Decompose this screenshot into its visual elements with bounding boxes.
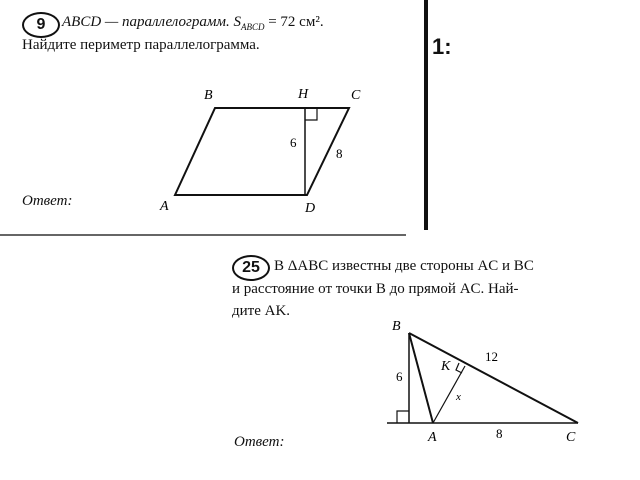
task25-side-bc <box>409 333 578 423</box>
side-number-label: 1: <box>432 34 452 59</box>
task9-side-value: 8 <box>336 146 343 161</box>
task9-height-value: 6 <box>290 135 297 150</box>
task25-vertex-b: B <box>392 319 401 334</box>
task25-statement-line3: дите AK. <box>232 303 291 319</box>
task25-unknown-value: x <box>456 391 461 403</box>
task25-point-k: K <box>441 359 451 374</box>
task9-vertex-d: D <box>305 201 316 216</box>
task25-ac-value: 8 <box>496 426 503 441</box>
task9-answer-label: Ответ: <box>22 193 73 209</box>
task9-statement-main: ABCD — параллелограмм. S <box>62 14 241 30</box>
task9-point-h: H <box>298 87 309 102</box>
task25-statement-line2: и расстояние от точки B до прямой AC. Най- <box>232 281 519 297</box>
task9-vertex-a: A <box>160 199 169 214</box>
task25-vertex-c: C <box>566 430 576 445</box>
task25-height-right-angle-mark <box>397 411 409 423</box>
task9-number-badge: 9 <box>22 12 60 38</box>
task25-bc-value: 12 <box>485 349 498 364</box>
task9-vertex-b: B <box>204 88 213 103</box>
task9-area-subscript: ABCD <box>240 22 265 32</box>
task25-number-badge: 25 <box>232 255 270 281</box>
task25-answer-label: Ответ: <box>234 434 285 450</box>
task9-statement-line2: Найдите периметр параллелограмма. <box>22 37 260 53</box>
task25-k-right-angle-mark <box>456 363 462 373</box>
task25-vertex-a: A <box>428 430 437 445</box>
task9-statement-tail: = 72 см². <box>264 14 324 30</box>
task25-side-ab <box>409 333 433 423</box>
task25-height-value: 6 <box>396 369 403 384</box>
task25-statement-line1: В ΔABC известны две стороны AC и BC <box>274 258 534 274</box>
task9-vertex-c: C <box>351 88 361 103</box>
